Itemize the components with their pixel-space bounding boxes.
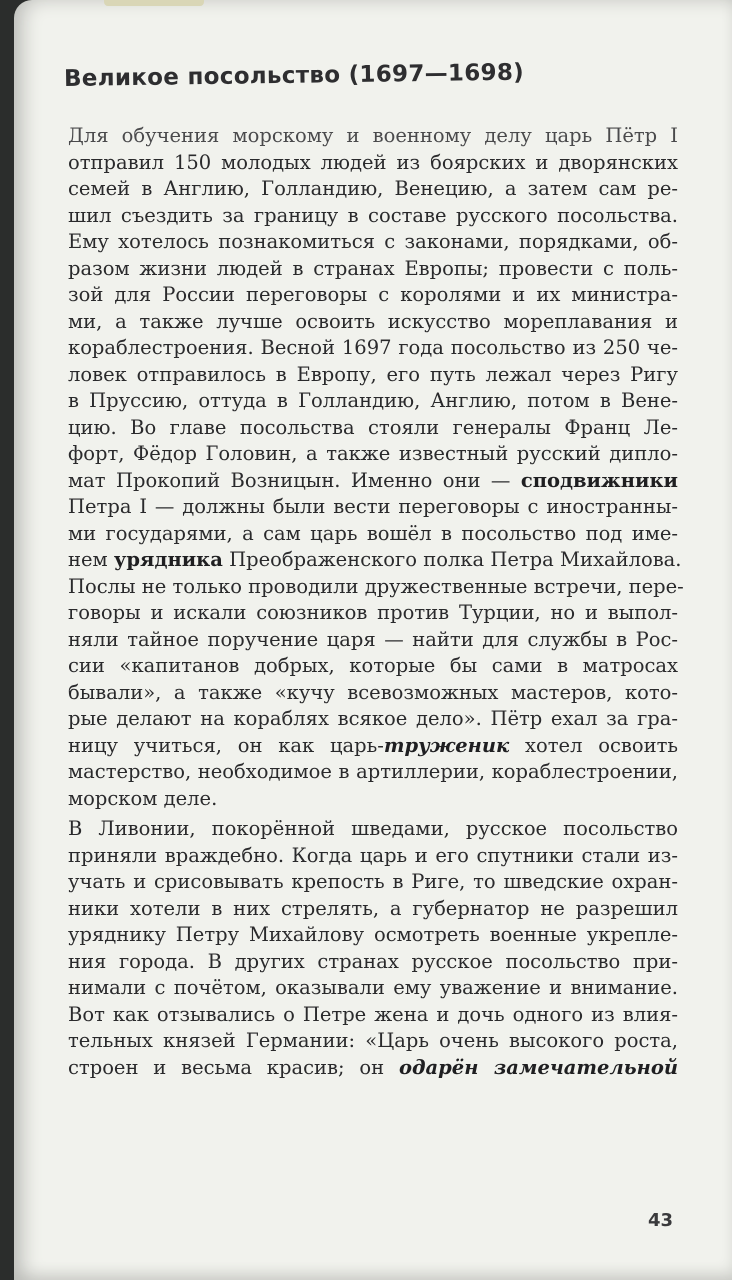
book-page	[14, 0, 732, 1280]
body-text	[44, 123, 684, 1081]
text-line: говоры и искали союзников против Турции, но и выпол-	[68, 601, 678, 624]
text-line	[44, 733, 678, 760]
term-associates: сподвижники	[520, 468, 678, 492]
section-heading: Великое посольство (1697—1698)	[63, 59, 525, 92]
text-line	[44, 1055, 678, 1082]
text-line: Для обучения морскому и военному делу царь Пётр I	[68, 124, 678, 147]
text-line: приняли враждебно. Когда царь и его спутники стали из-	[68, 843, 678, 867]
text-line: мастерство, необходимое в артиллерии, кораблестроении,	[68, 760, 678, 783]
text-line: разом жизни людей в странах Европы; провести с поль-	[68, 256, 678, 280]
text-line: ловек отправилось в Европу, его путь лежал через Ригу	[68, 362, 678, 386]
text-line: ми государями, а сам царь вошёл в посольство под име-	[68, 521, 678, 545]
text-line: семей в Англию, Голландию, Венецию, а затем сам ре-	[68, 177, 678, 200]
text-line	[44, 547, 682, 574]
text-line: учать и срисовывать крепость в Риге, то шведские охран-	[68, 870, 678, 893]
text-line: Вот как отзывались о Петре жена и дочь одного из влия-	[68, 1002, 678, 1026]
text-line: В Ливонии, покорённой шведами, русское посольство	[68, 817, 678, 840]
text-line: Петра I — должны были вести переговоры с иностранны-	[68, 495, 678, 518]
text-fragment: хотел освоить	[525, 733, 678, 757]
text-line: нимали с почётом, оказывали ему уважение и внимание.	[68, 976, 678, 999]
text-line: ми, а также лучше освоить искусство мореплавания и	[68, 309, 678, 333]
text-line: форт, Фёдор Головин, а также известный русский дипло-	[68, 442, 678, 465]
paragraph-2	[44, 816, 678, 1081]
text-line: ния города. В других странах русское посольство при-	[68, 949, 678, 973]
text-fragment: Преображенского полка Петра Михайлова.	[229, 548, 682, 571]
text-line: отправил 150 молодых людей из боярских и дворянских	[68, 150, 678, 174]
text-fragment: строен и весьма красив; он	[68, 1055, 385, 1079]
term-worker: труженик	[383, 733, 510, 757]
text-line: уряднику Петру Михайлову осмотреть военные укрепле-	[68, 923, 678, 946]
text-line: Послы не только проводили дружественные встречи, пере-	[68, 574, 684, 598]
text-line: сии «капитанов добрых, которые бы сами в матросах	[68, 654, 678, 677]
text-line: морском деле.	[68, 786, 218, 810]
term-gifted: одарён замечательной	[398, 1055, 679, 1079]
text-line: зой для России переговоры с королями и их министра-	[68, 283, 678, 306]
paragraph-1	[44, 123, 684, 812]
top-colored-strip	[104, 0, 204, 6]
text-line: рые делают на кораблях всякое дело». Пётр ехал за гра-	[68, 707, 678, 730]
text-line: кораблестроения. Весной 1697 года посольство из 250 че-	[68, 336, 678, 359]
text-line: няли тайное поручение царя — найти для службы в Рос-	[68, 627, 678, 651]
text-line	[44, 468, 678, 495]
term-uryadnik: урядника	[113, 548, 223, 571]
text-line: в Пруссию, оттуда в Голландию, Англию, потом в Вене-	[68, 389, 678, 412]
text-fragment: нем	[68, 548, 108, 571]
text-line: цию. Во главе посольства стояли генералы Франц Ле-	[68, 415, 678, 439]
text-fragment: ницу учиться, он как царь-	[68, 733, 384, 757]
text-line: тельных князей Германии: «Царь очень высокого роста,	[68, 1029, 678, 1052]
text-line: Ему хотелось познакомиться с законами, порядками, об-	[68, 230, 678, 253]
text-line: бывали», а также «кучу всевозможных мастеров, кото-	[68, 680, 678, 704]
page-number: 43	[648, 1210, 674, 1231]
text-fragment: мат Прокопий Возницын. Именно они —	[68, 468, 511, 492]
text-line: ники хотели в них стрелять, а губернатор не разрешил	[68, 896, 678, 920]
text-line: шил съездить за границу в составе русского посольства.	[68, 203, 678, 227]
